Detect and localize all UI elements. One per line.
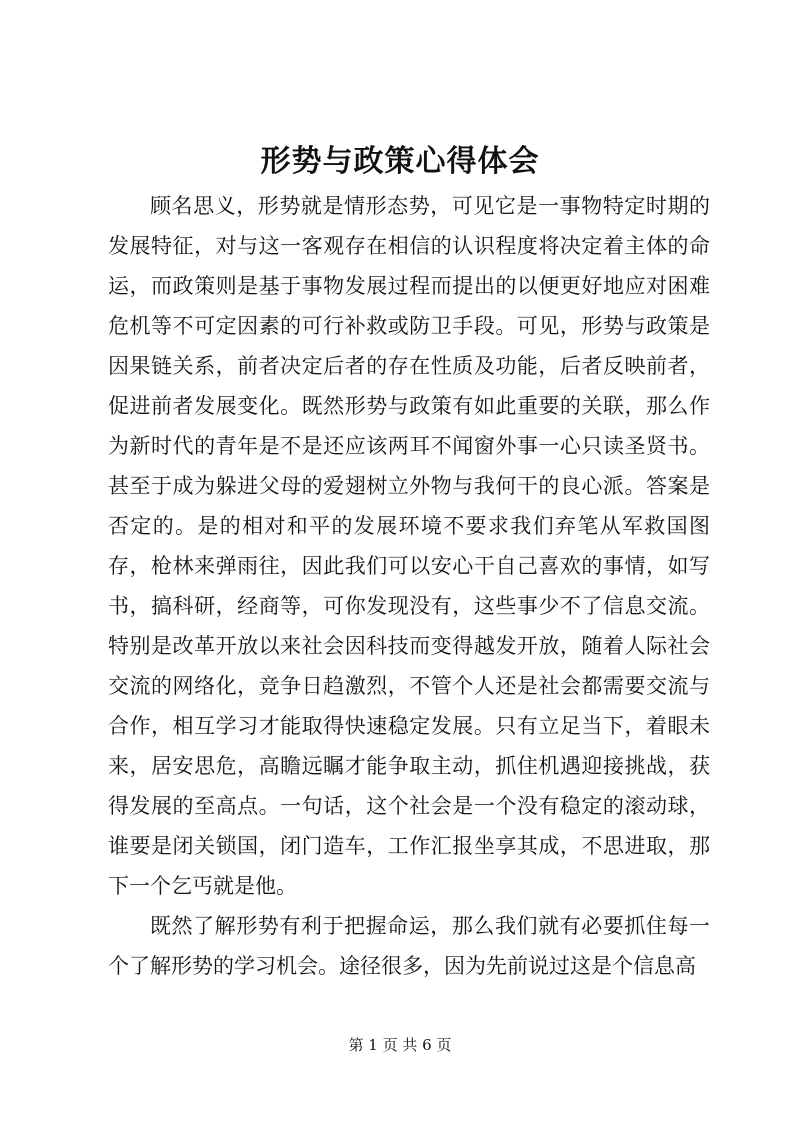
page-total: 共 6 页 <box>402 1036 452 1054</box>
page-footer <box>0 1034 800 1056</box>
document-title: 形势与政策心得体会 <box>260 144 540 179</box>
page-number: 第 1 页 <box>348 1036 398 1054</box>
document-body <box>108 186 710 986</box>
paragraph-2: 既然了解形势有利于把握命运，那么我们就有必要抓住每一个了解形势的学习机会。途径很多，因为先前说过这是个信息高 <box>108 914 710 978</box>
paragraph-1: 顾名思义，形势就是情形态势，可见它是一事物特定时期的发展特征，对与这一客观存在相信的认识程度将决定着主体的命运，而政策则是基于事物发展过程而提出的以便更好地应对困难危机等不可定因素的可行补救或防卫手段。可见，形势与政策是因果链关系，前者决定后者的存在性质及功能，后者反映前者，促进前者发展变化。既然形势与政策有如此重要的关联，那么作为新时代的青年是不是还应该两耳不闻窗外事一心只读圣贤书。甚至于成为躲进父母的爱翅树立外物与我何干的良心派。答案是否定的。是的相对和平的发展环境不要求我们弃笔从军救国图存，枪林来弹雨往，因此我们可以安心干自己喜欢的事情，如写书，搞科研，经商等，可你发现没有，这些事少不了信息交流。特别是改革开放以来社会因科技而变得越发开放，随着人际社会交流的网络化，竞争日趋激烈，不管个人还是社会都需要交流与合作，相互学习才能取得快速稳定发展。只有立足当下，着眼未来，居安思危，高瞻远瞩才能争取主动，抓住机遇迎接挑战，获得发展的至高点。一句话，这个社会是一个没有稳定的滚动球，谁要是闭关锁国，闭门造车，工作汇报坐享其成，不思进取，那下一个乞丐就是他。 <box>108 194 710 898</box>
